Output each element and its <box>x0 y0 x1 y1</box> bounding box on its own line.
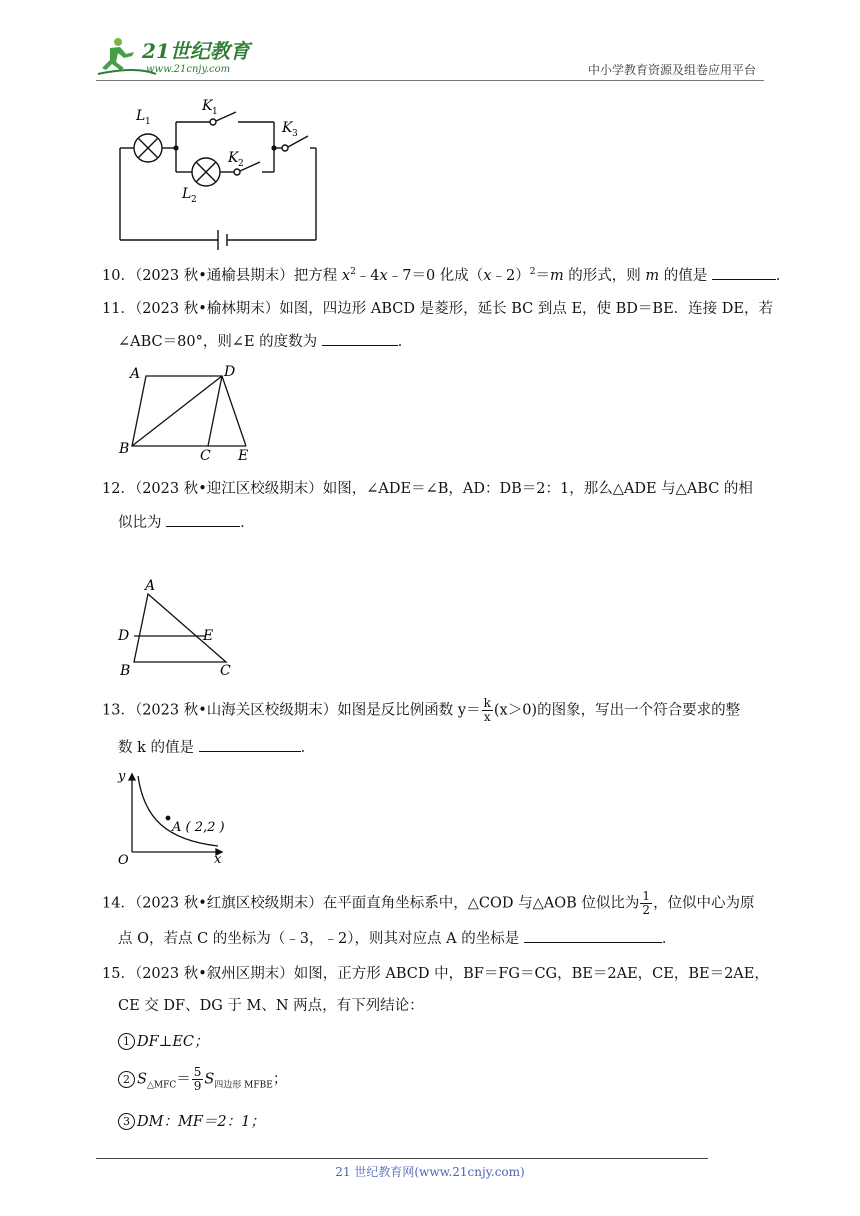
svg-text:B: B <box>119 441 130 457</box>
question-10: 10．（2023 秋•通榆县期末）把方程 $x^2﹣4x﹣7=0$ 化成（x﹣2）$^2$＝m 的形式，则 m 的值是 ． <box>102 262 790 286</box>
svg-text:E: E <box>238 448 249 464</box>
svg-text:B: B <box>120 663 131 678</box>
question-13-line2: 数 k 的值是 ． <box>118 737 315 758</box>
question-13: 13．（2023 秋•山海关区校级期末）如图是反比例函数 y＝ $\frac{k}{x}$ (x＞0)的图象，写出一个符合要求的整 <box>102 696 741 724</box>
logo-main-text: 21世纪教育 <box>142 39 250 63</box>
svg-text:x: x <box>214 852 222 867</box>
label-L2-sub: 2 <box>191 195 197 205</box>
answer-blank <box>524 928 662 943</box>
label-L1-sub: 1 <box>145 117 151 127</box>
answer-blank <box>322 331 398 346</box>
label-L1: L <box>136 108 146 124</box>
label-K1-sub: 1 <box>212 107 218 117</box>
svg-text:D: D <box>118 628 130 644</box>
header-divider <box>96 80 764 81</box>
question-15-line2: CE 交 DF、DG 于 M、N 两点，有下列结论： <box>118 998 424 1014</box>
question-14: 14．（2023 秋•红旗区校级期末）在平面直角坐标系中，△COD 与△AOB 位似比为 $\frac{1}{2}$ ，位似中心为原 <box>102 889 755 917</box>
svg-text:E: E <box>203 628 214 644</box>
label-K3-sub: 3 <box>292 129 298 139</box>
answer-blank <box>199 737 301 752</box>
svg-text:O: O <box>118 853 129 868</box>
label-K2-sub: 2 <box>238 159 244 169</box>
conclusion-3: 3 DM：MF＝2：1； <box>118 1110 265 1131</box>
question-14-line2: 点 O，若点 C 的坐标为（﹣3，﹣2），则其对应点 A 的坐标是 ． <box>118 928 676 949</box>
rhombus-figure <box>110 362 270 466</box>
svg-text:A: A <box>130 366 141 382</box>
site-logo <box>96 34 266 80</box>
label-K1: K <box>202 98 213 114</box>
label-L2: L <box>182 186 192 202</box>
answer-blank <box>712 265 776 280</box>
question-15: 15．（2023 秋•叙州区期末）如图，正方形 ABCD 中，BF＝FG＝CG，BE＝2AE，CE，BE＝2AE， <box>102 966 769 982</box>
graph-figure <box>110 766 240 870</box>
footer-link[interactable]: 21 世纪教育网(www.21cnjy.com) <box>335 1165 525 1179</box>
circuit-figure <box>110 92 330 252</box>
conclusion-1: 1 DF⊥EC； <box>118 1030 209 1051</box>
logo-sub-text: www.21cnjy.com <box>146 64 231 75</box>
svg-text:C: C <box>220 663 231 678</box>
question-12-line2: 似比为 ． <box>118 512 255 533</box>
svg-text:A ( 2,2 ): A ( 2,2 ) <box>172 820 225 835</box>
conclusion-2: 2 $S_{\triangle MFC}=$ $\frac{5}{9}$ $S_{四边形 MFBE}$； <box>118 1066 287 1093</box>
question-12: 12．（2023 秋•迎江区校级期末）如图，∠ADE＝∠B，AD：DB＝2：1，那么△ADE 与△ABC 的相 <box>102 481 753 497</box>
label-K2: K <box>228 150 239 166</box>
label-K3: K <box>282 120 293 136</box>
svg-text:D: D <box>224 364 236 380</box>
svg-text:y: y <box>118 769 126 784</box>
svg-text:A: A <box>145 578 156 594</box>
triangle-figure <box>110 574 240 678</box>
answer-blank <box>166 512 240 527</box>
site-tagline: 中小学教育资源及组卷应用平台 <box>587 63 756 77</box>
footer-divider <box>96 1158 708 1159</box>
question-11: 11．（2023 秋•榆林期末）如图，四边形 ABCD 是菱形，延长 BC 到点 E，使 BD＝BE．连接 DE，若 <box>102 301 773 317</box>
question-11-line2: ∠ABC＝80°，则∠E 的度数为 ． <box>118 331 412 352</box>
svg-text:C: C <box>200 448 211 464</box>
